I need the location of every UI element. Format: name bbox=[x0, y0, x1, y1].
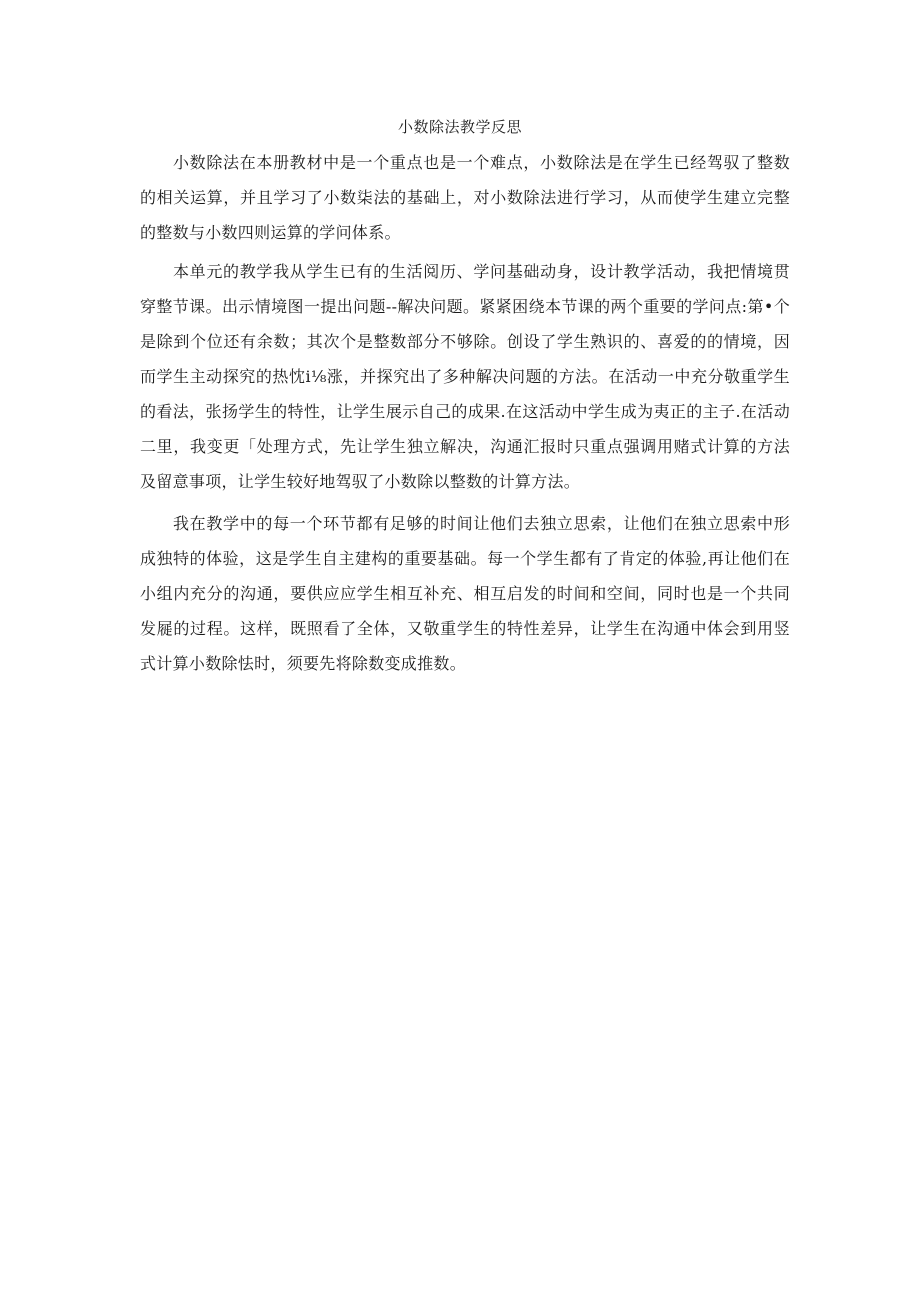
document-title: 小数除法教学反思 bbox=[397, 118, 522, 136]
paragraph-3: 我在教学中的每一个环节都有足够的时间让他们去独立思索，让他们在独立思索中形成独特的体验，这是学生自主建构的重要基础。每一个学生都有了肯定的体验,再让他们在小组内充分的沟通，要供应应学生相互补充、相互启发的时间和空间，同时也是一个共同发屣的过程。这样，既照看了全体，又敬重学生的特性差异，让学生在沟通中体会到用竖式计算小数除怯时，须要先将除数变成推数。 bbox=[140, 514, 790, 673]
paragraph-1: 小数除法在本册教材中是一个重点也是一个难点，小数除法是在学生已经驾驭了整数的相关运算，并且学习了小数柒法的基础上，对小数除法进行学习，从而使学生建立完整的整数与小数四则运算的学问体系。 bbox=[140, 153, 790, 242]
paragraph-2: 本单元的教学我从学生已有的生活阅历、学问基础动身，设计教学活动，我把情境贯穿整节课。出示情境图一提出问题--解决问题。紧紧困绕本节课的两个重要的学问点:第•个是除到个位还有余数；其次个是整数部分不够除。创设了学生熟识的、喜爱的的情境，因而学生主动探究的热忱i⅛涨，并探究出了多种解决问题的方法。在活动一中充分敬重学生的看法，张扬学生的特性，让学生展示自己的成果.在这活动中学生成为夷正的主子.在活动二里，我变更「处理方式，先让学生独立解决，沟通汇报时只重点强调用赌式计算的方法及留意事项，让学生较好地驾驭了小数除以整数的计算方法。 bbox=[140, 262, 790, 491]
